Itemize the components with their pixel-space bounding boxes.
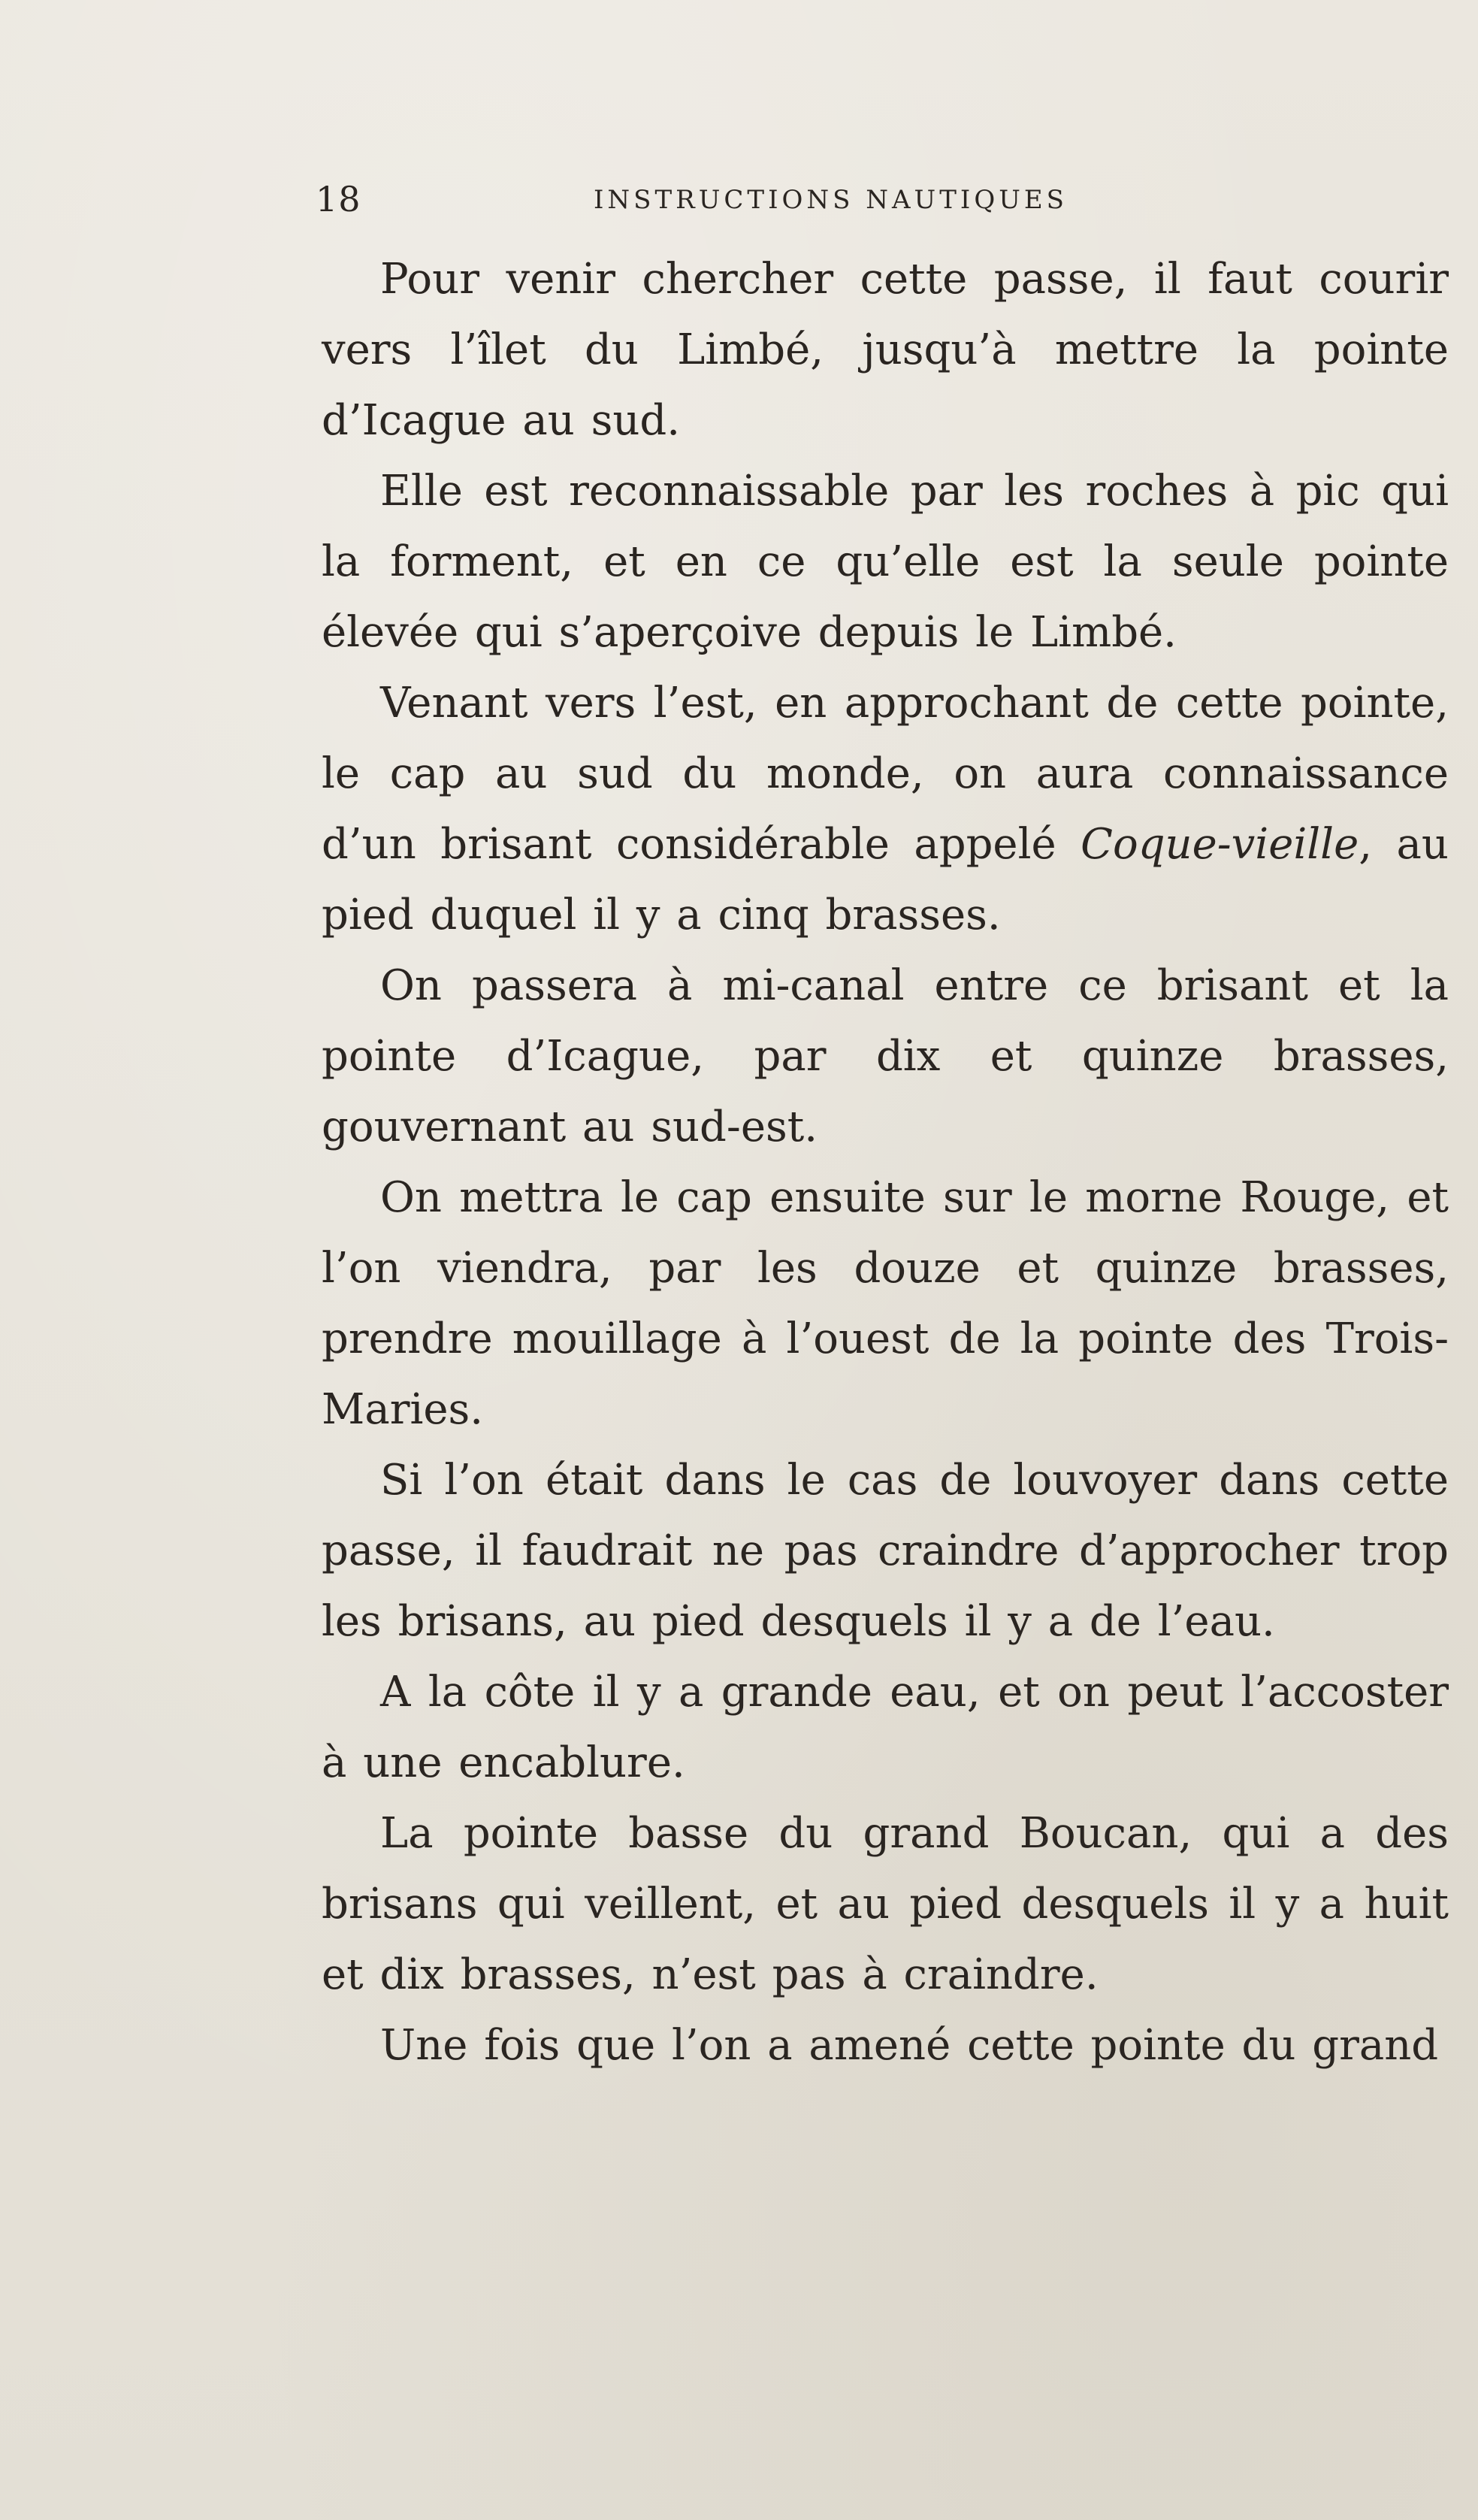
paragraph-3-italic-name: Coque-vieille <box>1081 820 1359 869</box>
paragraph-8: La pointe basse du grand Boucan, qui a des brisans qui veillent, et au pied desquels il y a huit et dix brasses, n’est pas à craindre. <box>322 1809 1449 1999</box>
paragraph-9: Une fois que l’on a amené cette pointe du grand <box>380 2021 1439 2070</box>
paragraph-6: Si l’on était dans le cas de louvoyer dans cette passe, il faudrait ne pas craindre d’approcher trop les brisans, au pied desquels il y a de l’eau. <box>322 1456 1449 1646</box>
paragraph-1: Pour venir chercher cette passe, il faut courir vers l’îlet du Limbé, jusqu’à mettre la pointe d’Icague au sud. <box>322 255 1449 445</box>
paragraph-3-text-before: Venant vers l’est, en approchant de cette pointe, le cap au sud du monde, on aura connaissance d’un brisant considérable appelé <box>322 679 1449 869</box>
paragraph-3-text-after: , au pied duquel il y a cinq brasses. <box>322 820 1449 939</box>
running-title: INSTRUCTIONS NAUTIQUES <box>594 185 1068 215</box>
paragraph-5: On mettra le cap ensuite sur le morne Rouge, et l’on viendra, par les douze et quinze brasses, prendre mouillage à l’ouest de la pointe des Trois-Maries. <box>322 1173 1449 1434</box>
paragraph-4: On passera à mi-canal entre ce brisant et la pointe d’Icague, par dix et quinze brasses, gouvernant au sud-est. <box>322 961 1449 1151</box>
paragraph-2: Elle est reconnaissable par les roches à pic qui la forment, et en ce qu’elle est la seule pointe élevée qui s’aperçoive depuis le Limbé. <box>322 467 1449 657</box>
paragraph-7: A la côte il y a grande eau, et on peut l’accoster à une encablure. <box>322 1668 1449 1787</box>
running-head <box>316 179 1080 231</box>
body-text <box>322 244 1449 2081</box>
page-number: 18 <box>316 179 361 219</box>
paragraph-3 <box>322 668 1449 951</box>
